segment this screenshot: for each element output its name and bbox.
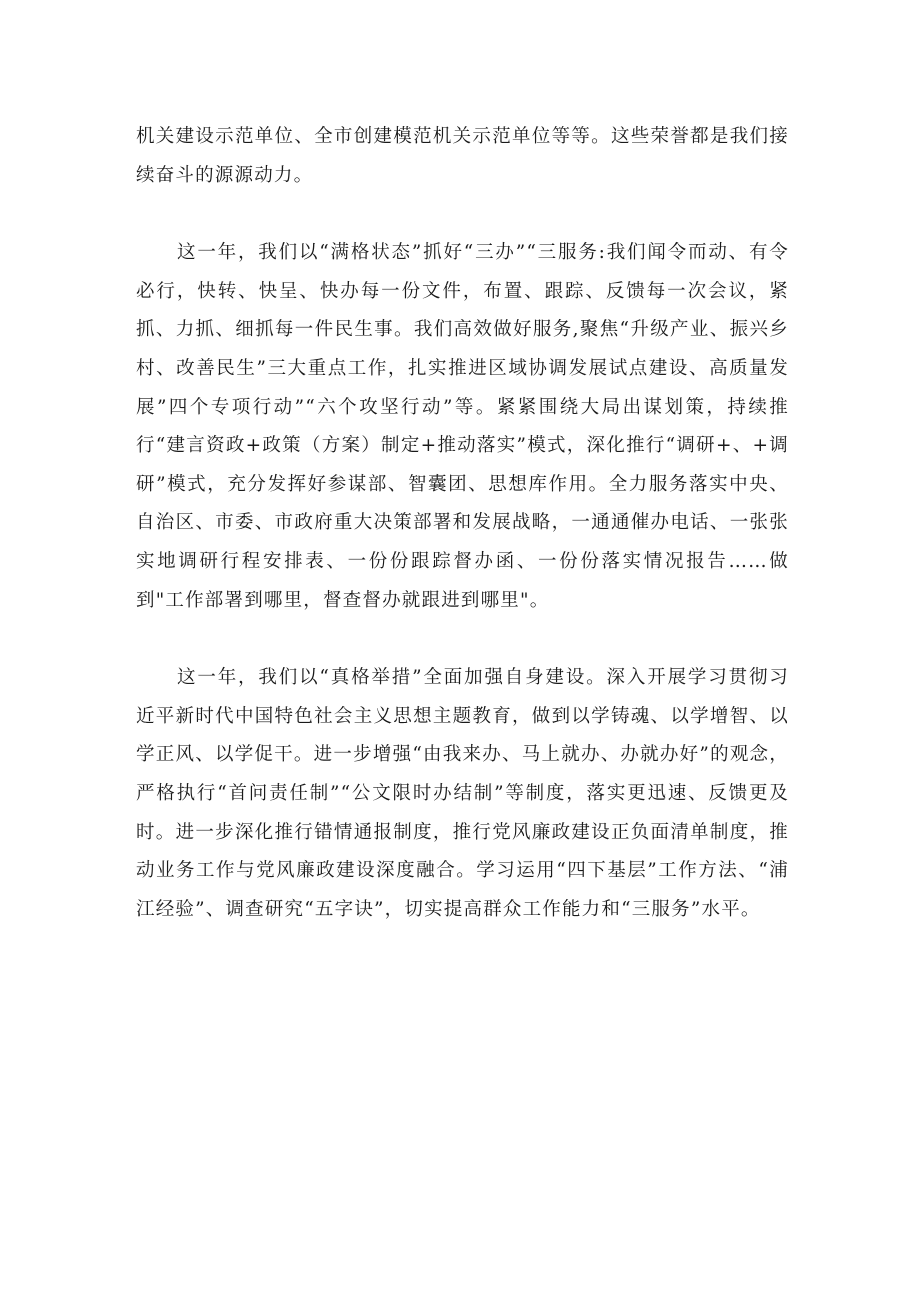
document-body (136, 118, 789, 929)
paragraph-2: 这一年，我们以“满格状态”抓好“三办”“三服务:我们闻令而动、有令必行，快转、快呈、快办每一份文件，布置、跟踪、反馈每一次会议，紧抓、力抓、细抓每一件民生事。我们高效做好服务,聚焦“升级产业、振兴乡村、改善民生”三大重点工作，扎实推进区域协调发展试点建设、高质量发展”四个专项行动”“六个攻坚行动”等。紧紧围绕大局出谋划策，持续推行“建言资政+政策（方案）制定+推动落实”模式，深化推行“调研+、+调研”模式，充分发挥好参谋部、智囊团、思想库作用。全力服务落实中央、自治区、市委、市政府重大决策部署和发展战略，一通通催办电话、一张张实地调研行程安排表、一份份跟踪督办函、一份份落实情况报告……做到"工作部署到哪里，督查督办就跟进到哪里"。 (136, 242, 789, 611)
paragraph-3: 这一年，我们以“真格举措”全面加强自身建设。深入开展学习贯彻习近平新时代中国特色社会主义思想主题教育，做到以学铸魂、以学增智、以学正风、以学促干。进一步增强“由我来办、马上就办、办就办好”的观念，严格执行“首问责任制”“公文限时办结制”等制度，落实更迅速、反馈更及时。进一步深化推行错情通报制度，推行党风廉政建设正负面清单制度，推动业务工作与党风廉政建设深度融合。学习运用“四下基层”工作方法、“浦江经验”、调查研究“五字诀”，切实提高群众工作能力和“三服务”水平。 (136, 667, 789, 920)
paragraph-1: 机关建设示范单位、全市创建模范机关示范单位等等。这些荣誉都是我们接续奋斗的源源动力。 (136, 126, 789, 186)
